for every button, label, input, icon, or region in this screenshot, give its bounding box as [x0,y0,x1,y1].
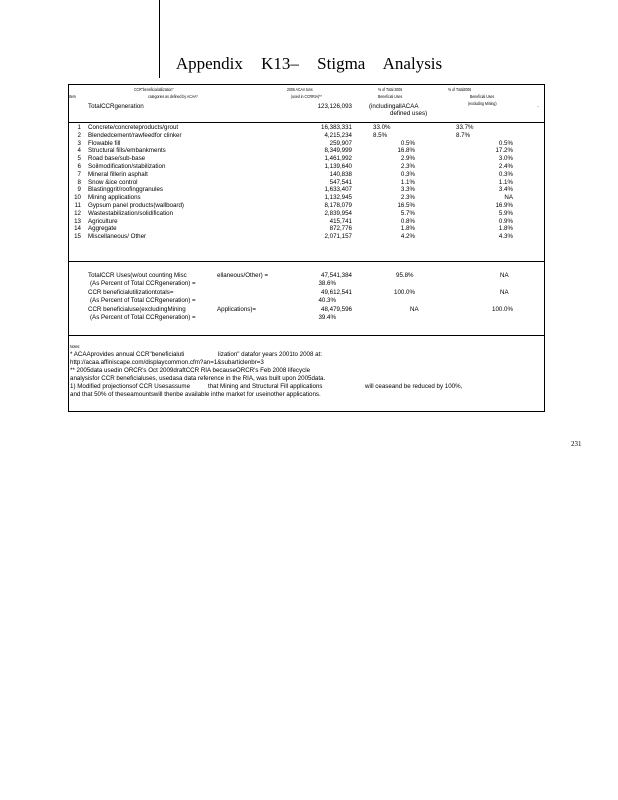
row-number: 2 [77,131,81,139]
row-pct2: 17.2% [495,147,513,155]
row-pct: 33.0% [373,124,391,131]
row-number: 13 [74,217,81,225]
row-pct2: 2.4% [498,163,513,170]
row-label: Miscellaneous/ Other [88,233,147,241]
header-item: Item [69,94,76,99]
row-pct2: 1.1% [498,178,513,186]
row-label: Mining applications [88,194,141,202]
header-pct-total2: % of Total2006 [448,87,472,92]
row-number: 5 [77,155,81,163]
total-ccr-value: 123,126,093 [317,103,352,110]
row-pct: 3.3% [400,186,415,194]
row-label: Soilmodification/stabilization [88,163,166,170]
summary-3-pct2: 100.0% [492,306,513,313]
header-pct-total: % of Total 2006 [378,87,403,92]
notes-label: Notes: [70,344,81,349]
header-tons: 2006 ACAA tons [287,87,313,92]
row-pct: 0.3% [400,170,415,178]
row-tons: 1,633,407 [324,186,352,194]
row-pct: 8.5% [373,131,388,139]
header-ccr: CCR"beneficialutilization" [134,87,174,92]
row-number: 15 [74,233,81,241]
row-number: 7 [77,170,81,178]
row-number: 3 [77,139,81,147]
row-pct: 0.8% [400,217,415,225]
header-used: (used in CCRRIA)** [291,94,322,99]
row-label: Blendedcement/rawfeedfor clinker [88,131,182,139]
summary-2-pct2: NA [500,289,509,296]
including-note-2: defined uses) [390,110,428,117]
summary-1-pct2: NA [500,272,509,279]
row-pct2: 16.9% [495,202,513,209]
row-label: Structural fills/embankments [88,147,166,155]
header-beneficial2: Beneficial Uses [470,94,495,99]
note-5a: 1) Modified projectionsof CCR Usesassume [70,383,191,390]
row-pct2: 1.8% [498,225,513,233]
row-number: 6 [77,163,81,170]
row-tons: 1,139,640 [324,163,352,170]
row-pct: 1.8% [400,225,415,233]
row-label: Mineral fillerin asphalt [88,170,148,178]
summary-1-sub-label: (As Percent of Total CCRgeneration) = [90,280,196,287]
row-pct2: NA [504,194,513,202]
note-3: ** 2005data usedin ORCR's Oct 2009draftCCR RIA becauseORCR's Feb 2008 lifecycle [70,367,311,374]
note-6: and that 50% of theseamountswill thenbe available inthe market for useinother applications. [70,391,321,398]
row-tons: 1,132,945 [324,194,352,202]
summary-2-sub-value: 40.3% [318,297,336,304]
note-1a: * ACAAprovides annual CCR"beneficialuti [70,351,185,358]
note-5c: will ceaseand be reduced by 100%, [365,383,463,390]
row-tons: 140,838 [329,170,352,178]
row-number: 9 [77,186,81,194]
row-tons: 4,215,234 [324,131,352,139]
row-number: 10 [74,194,81,202]
row-pct: 1.1% [400,178,415,186]
summary-2-sub-label: (As Percent of Total CCRgeneration) = [90,297,196,304]
including-note-1: (includingallACAA [369,103,419,110]
header-excluding: (excluding Mining) [468,101,497,106]
row-label: Wastestabilization/solidification [88,209,174,217]
row-pct: 0.5% [400,139,415,147]
summary-2-label: CCR beneficialutilizationtotals= [88,289,174,296]
row-pct: 4.2% [400,233,415,241]
summary-1-tons: 47,541,384 [321,272,352,279]
row-number: 12 [74,209,81,217]
header-divider [68,122,545,123]
row-label: Aggregate [88,225,117,233]
row-label: Gypsum panel products(wallboard) [88,202,184,209]
summary-1-pct: 95.8% [396,272,414,279]
row-pct2: 0.9% [498,217,513,225]
row-tons: 547,541 [329,178,352,186]
row-number: 11 [74,202,81,209]
row-number: 4 [77,147,81,155]
row-number: 8 [77,178,81,186]
summary-2-tons: 49,612,541 [321,289,352,296]
row-label: Blastinggrit/roofinggranules [88,186,163,194]
summary-3-tons: 48,479,596 [321,306,352,313]
row-pct2: 3.0% [498,155,513,163]
summary-3-label-b: Applications)= [217,306,257,313]
page-title: Appendix K13– Stigma Analysis [175,54,443,73]
row-pct2: 4.3% [498,233,513,241]
row-tons: 259,907 [329,139,352,147]
note-5b: that Mining and Structural Fill applications [208,383,323,390]
header-beneficial: Beneficial Uses [378,94,403,99]
row-number: 1 [77,124,81,131]
row-tons: 415,741 [329,217,352,225]
row-label: Agriculture [88,217,118,225]
header-categories: categories as defined by ACAA* [148,94,198,99]
row-tons: 2,071,157 [324,233,352,241]
row-tons: 16,383,331 [321,124,352,131]
summary-1-label-b: ellaneous/Other) = [217,272,269,279]
note-4: analysisfor CCR beneficialuses, usedasa data reference in the RIA, was built upon 2005data. [70,375,326,382]
summary-divider [68,335,545,336]
row-pct2: 33.7% [456,124,474,131]
row-pct2: 5.9% [498,209,513,217]
row-tons: 2,839,954 [324,209,352,217]
page-number: 231 [571,440,582,448]
row-pct: 16.5% [397,202,415,209]
row-number: 14 [74,225,81,233]
row-tons: 8,178,079 [324,202,352,209]
row-tons: 8,349,999 [324,147,352,155]
row-pct: 2.3% [400,194,415,202]
row-pct: 16.8% [397,147,415,155]
row-pct: 2.3% [400,163,415,170]
summary-1-sub-value: 38.6% [318,280,336,287]
summary-2-pct: 100.0% [394,289,415,296]
row-pct2: 0.3% [498,170,513,178]
row-pct2: 3.4% [498,186,513,194]
note-2: http://acaa.affiniscape.com/displaycommon.cfm?an=1&subarticlenbr=3 [70,359,264,366]
row-tons: 872,776 [329,225,352,233]
row-label: Snow &ice control [88,178,138,186]
rows-divider [68,261,545,262]
note-1b: lization" datafor years 2001to 2008 at: [218,351,323,358]
row-pct2: 0.5% [498,139,513,147]
summary-3-label-a: CCR beneficialuse(excludingMining [88,306,186,313]
row-pct: 2.9% [400,155,415,163]
summary-1-label-a: TotalCCR Uses(w/out counting Misc [88,272,187,279]
total-ccr-label: TotalCCRgeneration [88,103,144,110]
row-label: Flowable fill [88,139,121,147]
row-label: Road base/sub-base [88,155,146,163]
summary-3-sub-label: (As Percent of Total CCRgeneration) = [90,314,196,321]
row-tons: 1,461,992 [324,155,352,163]
summary-3-sub-value: 39.4% [318,314,336,321]
row-label: Concrete/concreteproducts/grout [88,124,179,131]
summary-3-pct: NA [410,306,419,313]
row-pct2: 8.7% [456,131,471,139]
row-pct: 5.7% [400,209,415,217]
